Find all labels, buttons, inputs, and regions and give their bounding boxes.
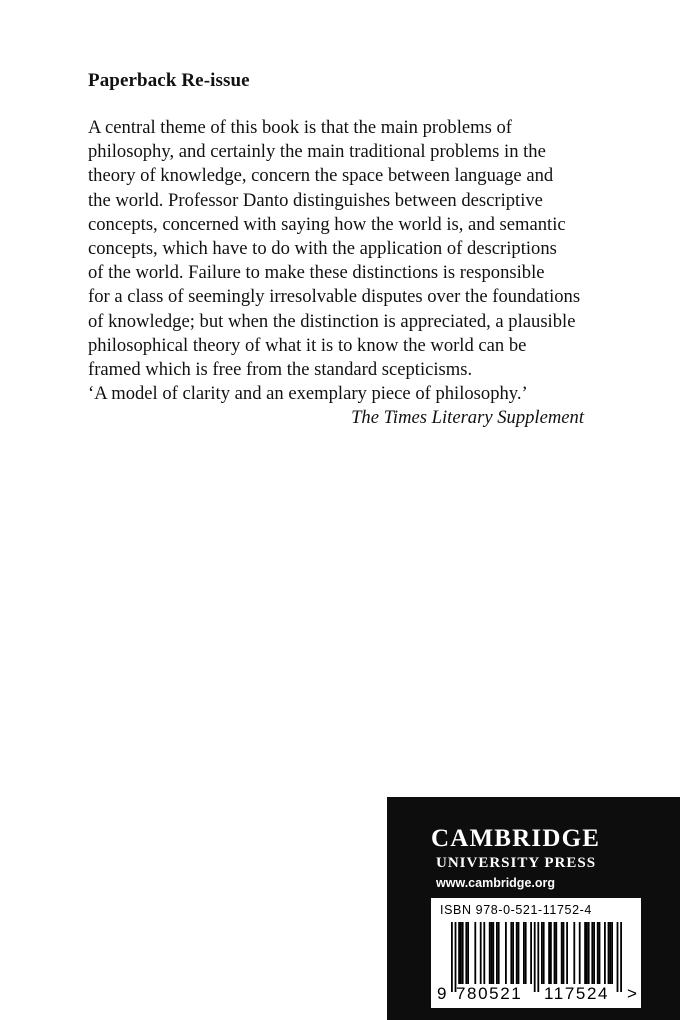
barcode-bar: [491, 922, 493, 984]
barcode-bar: [467, 922, 469, 984]
description-line: concepts, concerned with saying how the world is, and semantic: [88, 213, 566, 235]
description-line: of the world. Failure to make these distinctions is responsible: [88, 262, 545, 284]
barcode-bar: [498, 922, 500, 984]
barcode-bar: [586, 922, 588, 984]
barcode-bar: [458, 922, 460, 984]
barcode-bar: [597, 922, 599, 984]
barcode-bar: [530, 922, 532, 984]
description-line: framed which is free from the standard scepticisms.: [88, 359, 473, 381]
barcode-bar: [516, 922, 518, 984]
barcode-bar: [505, 922, 507, 984]
barcode-left-digits: 780521: [456, 984, 523, 1003]
description-line: of knowledge; but when the distinction is appreciated, a plausible: [88, 310, 576, 332]
barcode-bar: [480, 922, 482, 984]
description-line: A central theme of this book is that the main problems of: [88, 117, 512, 138]
barcode-bar: [537, 922, 539, 992]
barcode-first-digit: 9: [437, 984, 447, 1003]
section-heading: Paperback Re-issue: [88, 70, 250, 91]
isbn-label: ISBN 978-0-521-11752-4: [440, 903, 592, 917]
publisher-logo-name: CAMBRIDGE: [431, 825, 601, 852]
barcode-bar: [518, 922, 520, 984]
barcode-bar: [492, 922, 494, 984]
barcode-bar: [555, 922, 557, 984]
description-line: theory of knowledge, concern the space between language and: [88, 165, 554, 187]
barcode-bar: [483, 922, 485, 984]
barcode-bar: [523, 922, 525, 984]
barcode-bar: [617, 922, 619, 992]
description-line: concepts, which have to do with the application of descriptions: [88, 238, 557, 260]
barcode: [431, 898, 641, 1008]
barcode-bar: [525, 922, 527, 984]
barcode-bar: [579, 922, 581, 984]
barcode-bar: [608, 922, 610, 984]
description-line: the world. Professor Danto distinguishes between descriptive: [88, 189, 543, 211]
barcode-bar: [512, 922, 514, 984]
barcode-bar: [474, 922, 476, 984]
barcode-bar: [563, 922, 565, 984]
publisher-url: www.cambridge.org: [436, 876, 556, 890]
barcode-bar: [534, 922, 536, 992]
barcode-bar: [584, 922, 586, 984]
barcode-bar: [561, 922, 563, 984]
barcode-bar: [591, 922, 593, 984]
barcode-bar: [465, 922, 467, 984]
barcode-bar: [573, 922, 575, 984]
barcode-bar: [611, 922, 613, 984]
publisher-logo-subtitle: UNIVERSITY PRESS: [436, 855, 597, 871]
barcode-bar: [543, 922, 545, 984]
description-line: for a class of seemingly irresolvable disputes over the foundations: [88, 286, 581, 308]
review-quote: ‘A model of clarity and an exemplary piece of philosophy.’: [88, 383, 528, 404]
barcode-bar: [593, 922, 595, 984]
description-line: philosophy, and certainly the main traditional problems in the: [88, 141, 546, 163]
barcode-bar: [496, 922, 498, 984]
barcode-bar: [554, 922, 556, 984]
barcode-bar: [566, 922, 568, 984]
barcode-bar: [588, 922, 590, 984]
barcode-bar: [620, 922, 622, 992]
barcode-bar: [604, 922, 606, 984]
barcode-bar: [489, 922, 491, 984]
barcode-bar: [599, 922, 601, 984]
barcode-bar: [510, 922, 512, 984]
publisher-block: [387, 797, 680, 1020]
barcode-bar: [548, 922, 550, 984]
barcode-arrow: >: [627, 984, 637, 1003]
barcode-bar: [541, 922, 543, 984]
book-description: [88, 116, 608, 382]
review-source: The Times Literary Supplement: [351, 407, 584, 428]
barcode-bar: [460, 922, 462, 984]
barcode-right-digits: 117524: [544, 984, 610, 1003]
description-line: philosophical theory of what it is to know the world can be: [88, 334, 527, 356]
barcode-bar: [550, 922, 552, 984]
barcode-bar: [609, 922, 611, 984]
barcode-bar: [455, 922, 457, 992]
barcode-bar: [462, 922, 464, 984]
barcode-bar: [451, 922, 453, 992]
